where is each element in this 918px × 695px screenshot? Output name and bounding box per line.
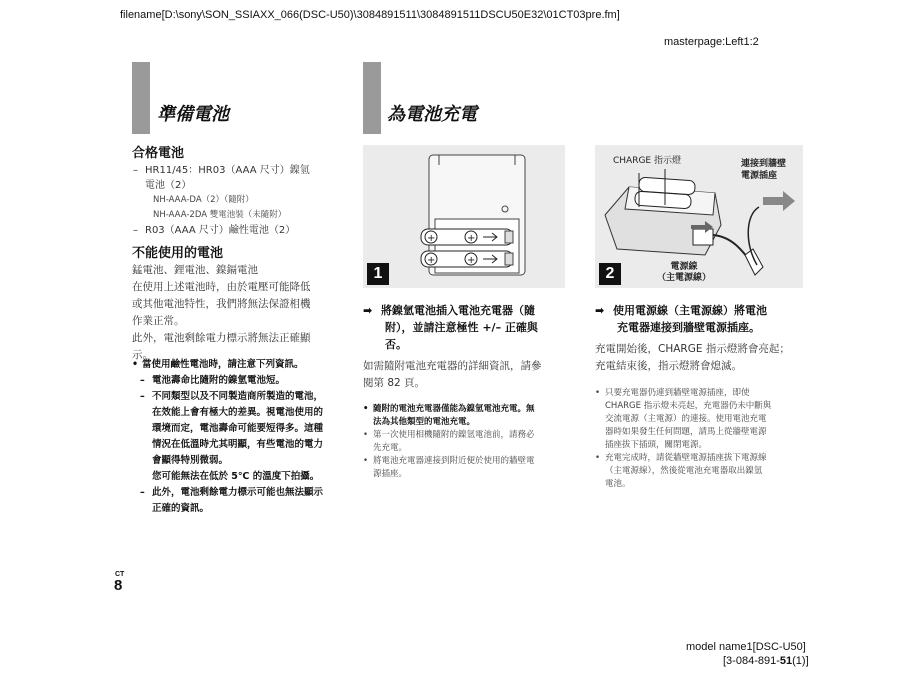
- list-subitem: NH-AAA-2DA 雙電池裝（未隨附）: [153, 210, 287, 220]
- list-item: – R03（AAA 尺寸）鹼性電池（2）: [133, 225, 296, 236]
- step2-bullets: • 只要充電器仍連到牆壁電源插座，即使 CHARGE 指示燈未亮起，充電器仍未中斷與 交流電源（主電源）的連接。使用電池充電 器時如果發生任何問題，請馬上從牆壁電源 插座拔下插頭，關閉電源。 • 充電完成時，請從牆壁電源插座拔下電源線 （主電源線），然後從電池充電器取出鎳氫 電池。: [595, 388, 772, 489]
- alkaline-note: • 當使用鹼性電池時，請注意下列資訊。 – 電池壽命比隨附的鎳氫電池短。 – 不同類型以及不同製造商所製造的電池， 在效能上會有極大的差異。視電池使用的 環境而定，電池壽命可能要短得多。這種 情況在低溫時尤其明顯，有些電池的電力 會顯得特別微弱。 您可能無法在低於 5℃ 的溫度下拍攝。 – 此外，電池剩餘電力標示可能也無法顯示 正確的資訊。: [132, 359, 324, 514]
- list-item: – HR11/45：HR03（AAA 尺寸）鎳氫: [133, 165, 310, 176]
- section-title-charge: 為電池充電: [387, 104, 477, 125]
- charger-open-illustration: [363, 145, 565, 288]
- step1-bullets: • 隨附的電池充電器僅能為鎳氫電池充電。無 法為其他類型的電池充電。 • 第一次使用相機隨附的鎳氫電池前，請務必 先充電。 • 將電池充電器連接到附近便於使用的牆壁電 源插座。: [363, 404, 535, 479]
- section-title-prepare: 準備電池: [157, 104, 229, 125]
- step-number-1: 1: [367, 263, 389, 285]
- model-name: model name1[DSC-U50]: [686, 641, 806, 653]
- svg-text:+: +: [467, 233, 476, 244]
- language-code: CT: [115, 571, 125, 578]
- unusable-batteries-heading: 不能使用的電池: [132, 246, 224, 261]
- step1-heading: ➡ 將鎳氫電池插入電池充電器（隨 附），並請注意極性 +/– 正確與 否。: [363, 304, 538, 351]
- svg-text:+: +: [427, 233, 436, 244]
- section-marker-bar: [132, 62, 150, 134]
- arrow-right-icon: ➡: [595, 304, 605, 317]
- list-item-cont: 電池（2）: [145, 180, 192, 191]
- step1-body: 如需隨附電池充電器的詳細資訊，請參 閱第 82 頁。: [363, 360, 542, 389]
- svg-text:+: +: [467, 255, 476, 266]
- charge-indicator-label: CHARGE 指示燈: [613, 156, 681, 166]
- list-subitem: NH-AAA-DA（2）（隨附）: [153, 195, 254, 205]
- figure-insert-batteries: [363, 145, 565, 288]
- step2-body: 充電開始後，CHARGE 指示燈將會亮起； 充電結束後，指示燈將會熄滅。: [595, 343, 790, 372]
- approved-batteries-heading: 合格電池: [132, 146, 185, 161]
- arrow-right-icon: ➡: [363, 304, 373, 317]
- step-number-2: 2: [599, 263, 621, 285]
- svg-text:+: +: [427, 255, 436, 266]
- power-cord-label: 電源線 （主電源線）: [657, 262, 712, 283]
- masterpage-label: masterpage:Left1:2: [664, 36, 759, 48]
- page-number: 8: [114, 577, 123, 594]
- wall-outlet-label: 連接到牆壁 電源插座: [741, 159, 787, 181]
- part-number: [3-084-891-51(1)]: [723, 655, 809, 667]
- filename-header: filename[D:\sony\SON_SSIAXX_066(DSC-U50)\3084891511\3084891511DSCU50E32\01CT03pre.fm]: [120, 9, 620, 21]
- approved-list: [133, 163, 353, 238]
- unusable-paragraph: 錳電池、鋰電池、鎳鎘電池 在使用上述電池時，由於電壓可能降低 或其他電池特性，我們將無法保證相機 作業正常。 此外，電池剩餘電力標示將無法正確顯 示。: [132, 264, 311, 361]
- section-marker-bar: [363, 62, 381, 134]
- step2-heading: ➡ 使用電源線（主電源線）將電池 充電器連接到牆壁電源插座。: [595, 304, 767, 334]
